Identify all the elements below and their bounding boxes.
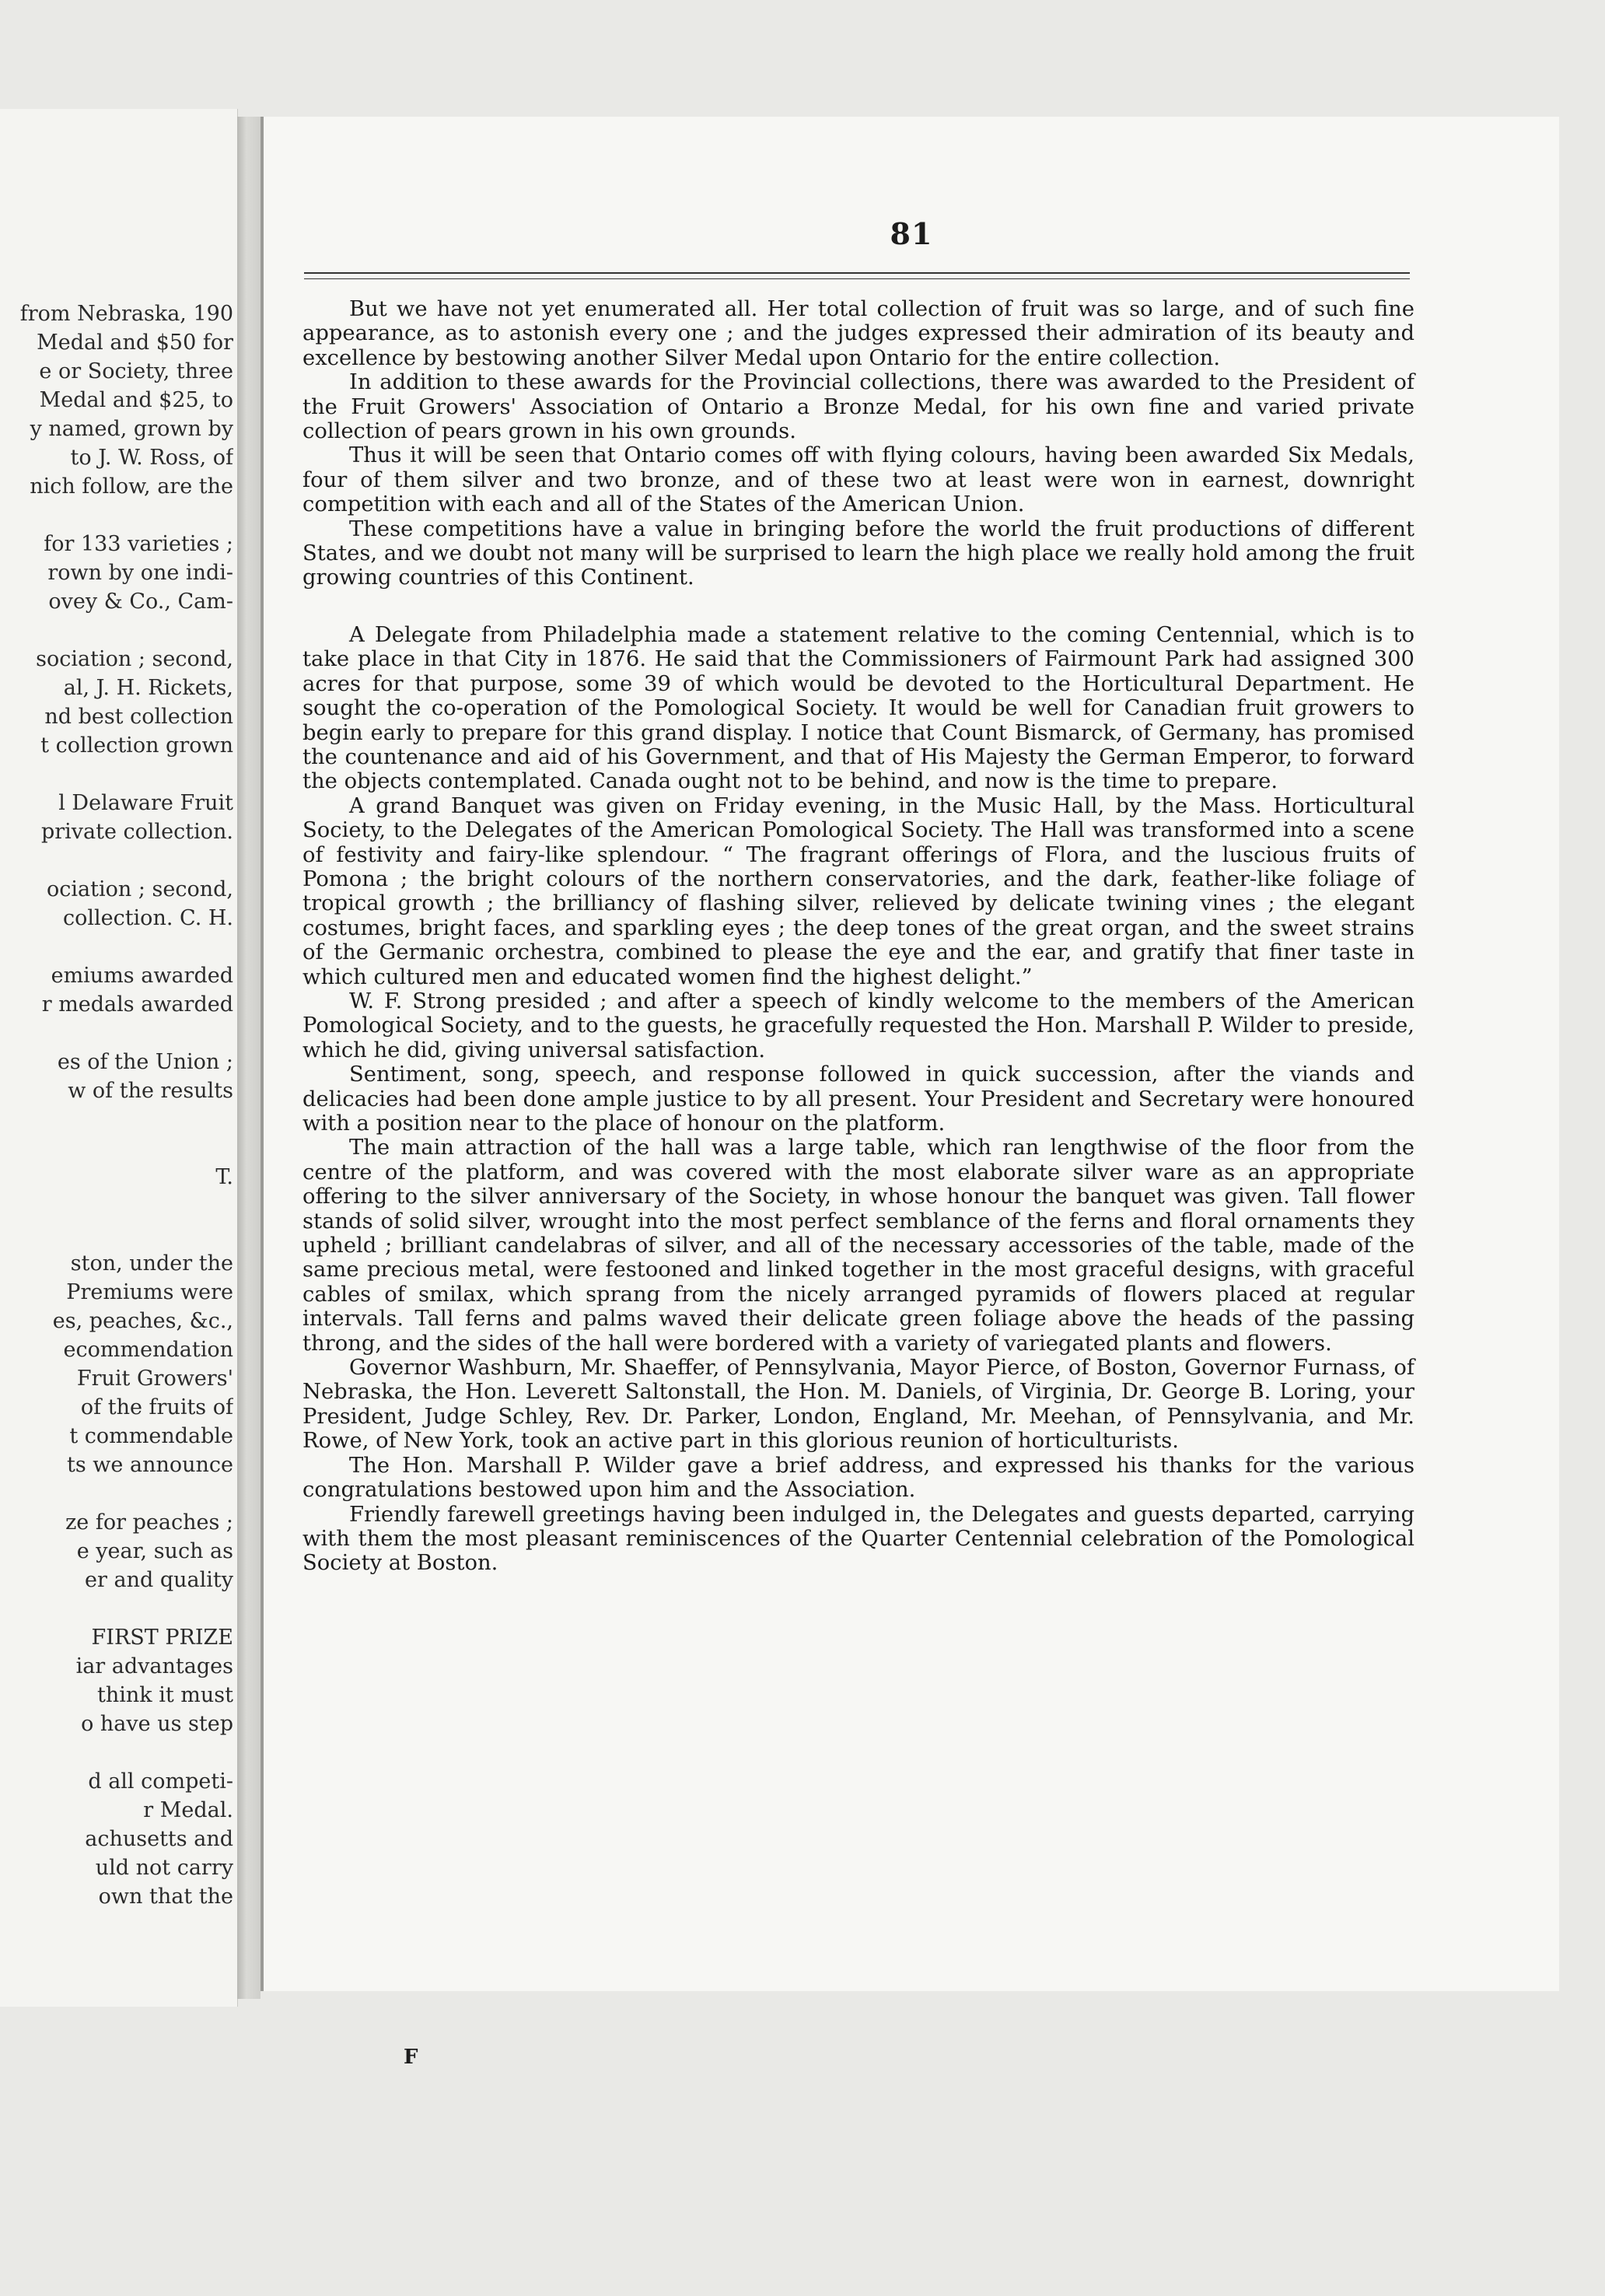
paragraph: Sentiment, song, speech, and response followed in quick succession, after the viands and delicacies had been done ample justice to by all present. Your President and Secretary were honoured with a position near to the place of honour on the platform. xyxy=(302,1062,1414,1136)
left-fragment-line: Premiums were xyxy=(66,1280,233,1304)
left-fragment-line: l Delaware Fruit xyxy=(58,791,233,815)
left-fragment-line: ts we announce xyxy=(67,1453,233,1477)
left-fragment-line: al, J. H. Rickets, xyxy=(63,676,233,700)
left-fragment-line: Medal and $25, to xyxy=(39,388,233,412)
left-fragment-line: ze for peaches ; xyxy=(65,1510,233,1535)
paragraph: W. F. Strong presided ; and after a speech of kindly welcome to the members of the American Pomological Society, and to the guests, he gracefully requested the Hon. Marshall P. Wilder to preside, which he did, giving universal satisfaction. xyxy=(302,989,1414,1062)
left-fragment-line: of the fruits of xyxy=(80,1395,233,1419)
right-page xyxy=(261,117,1559,2069)
left-fragment-line: for 133 varieties ; xyxy=(44,532,233,556)
left-fragment-line: r medals awarded xyxy=(41,992,233,1017)
left-fragment-line xyxy=(0,1220,233,1249)
left-fragment-line: collection. C. H. xyxy=(62,906,233,930)
paragraph: The Hon. Marshall P. Wilder gave a brief address, and expressed his thanks for the various congratulations bestowed upon him and the Association. xyxy=(302,1453,1414,1503)
left-fragment-line: to J. W. Ross, of xyxy=(70,446,233,470)
left-fragment-line xyxy=(0,1134,233,1163)
left-fragment-line xyxy=(0,1594,233,1623)
left-fragment-line: rown by one indi- xyxy=(47,561,233,585)
left-fragment-line: private collection. xyxy=(40,820,233,844)
left-fragment-line xyxy=(0,846,233,875)
left-fragment-line: ociation ; second, xyxy=(47,877,233,901)
paragraph: The main attraction of the hall was a large table, which ran lengthwise of the floor from the centre of the platform, and was covered with the most elaborate silver ware as an appropriate offering to the silver anniversary of the Society, in whose honour the banquet was given. Tall flower stands of solid silver, wrought into the most perfect semblance of the ferns and floral ornaments they upheld ; brilliant candelabras of silver, and all of the necessary accessories of the table, made of the same precious metal, were festooned and linked together in the most graceful designs, with graceful cables of smilax, which sprang from the nicely arranged pyramids of flowers placed at regular intervals. Tall ferns and palms waved their delicate green foliage above the heads of the passing throng, and the sides of the hall were bordered with a variety of variegated plants and flowers. xyxy=(302,1136,1414,1356)
left-fragment-line: ecommendation xyxy=(63,1338,233,1362)
paragraph: But we have not yet enumerated all. Her total collection of fruit was so large, and of such fine appearance, as to astonish every one ; and the judges expressed their admiration of its beauty and excellence by bestowing another Silver Medal upon Ontario for the entire collection. xyxy=(302,297,1414,370)
paragraph: Thus it will be seen that Ontario comes off with flying colours, having been awarded Six Medals, four of them silver and two bronze, and of these two at least were won in earnest, downright competition with each and all of the States of the American Union. xyxy=(302,443,1414,517)
left-fragment-line: sociation ; second, xyxy=(36,647,233,671)
body-text xyxy=(302,297,1414,1576)
paragraph: A grand Banquet was given on Friday evening, in the Music Hall, by the Mass. Horticultural Society, to the Delegates of the American Pomological Society. The Hall was transformed into a scene of festivity and fairy-like splendour. “ The fragrant offerings of Flora, and the luscious fruits of Pomona ; the bright colours of the northern conservatories, and the dark, feather-like foliage of tropical growth ; the brilliancy of flashing silver, relieved by delicate twining vines ; the elegant costumes, bright faces, and sparkling eyes ; the deep tones of the great organ, and the sweet strains of the Germanic orchestra, combined to please the eye and the ear, and gratify that finer taste in which cultured men and educated women find the highest delight.” xyxy=(302,793,1414,989)
left-fragment-line: er and quality xyxy=(85,1568,233,1592)
left-fragment-line xyxy=(0,760,233,789)
left-fragment-line: T. xyxy=(215,1165,233,1189)
left-fragment-line: achusetts and xyxy=(85,1827,233,1851)
left-fragment-line: ston, under the xyxy=(70,1251,233,1276)
left-fragment-line: nd best collection xyxy=(44,705,233,729)
left-fragment-line: t collection grown xyxy=(40,733,233,758)
left-page-text-column xyxy=(0,299,233,1911)
left-fragment-line: w of the results xyxy=(68,1079,233,1103)
paragraph: A Delegate from Philadelphia made a statement relative to the coming Centennial, which is to take place in that City in 1876. He said that the Commissioners of Fairmount Park had assigned 300 acres for that purpose, some 39 of which would be devoted to the Horticultural Department. He sought the co-operation of the Pomological Society. It would be well for Canadian fruit growers to begin early to prepare for this grand display. I notice that Count Bismarck, of Germany, has promised the countenance and aid of his Government, and that of His Majesty the German Emperor, to forward the objects contemplated. Canada ought not to be behind, and now is the time to prepare. xyxy=(302,622,1414,794)
left-fragment-line: r Medal. xyxy=(143,1798,233,1822)
left-fragment-line xyxy=(0,1019,233,1048)
left-fragment-line: own that the xyxy=(98,1885,233,1909)
left-fragment-line: uld not carry xyxy=(95,1856,233,1880)
paragraph: In addition to these awards for the Provincial collections, there was awarded to the President of the Fruit Growers' Association of Ontario a Bronze Medal, for his own fine and varied private collection of pears grown in his own grounds. xyxy=(302,370,1414,444)
header-rule xyxy=(304,272,1410,274)
left-fragment-line: ovey & Co., Cam- xyxy=(48,590,233,614)
left-fragment-line: t commendable xyxy=(69,1424,233,1448)
left-fragment-line xyxy=(0,616,233,645)
header-rule-thin xyxy=(304,278,1410,279)
left-fragment-line xyxy=(0,1738,233,1767)
left-fragment-line: think it must xyxy=(97,1683,233,1707)
left-page-fragment xyxy=(0,109,238,2007)
left-fragment-line: iar advantages xyxy=(75,1654,233,1678)
paragraph: These competitions have a value in bringing before the world the fruit productions of different States, and we doubt not many will be surprised to learn the high place we really hold among the fruit growing countries of this Continent. xyxy=(302,516,1414,590)
left-fragment-line: e or Society, three xyxy=(39,359,233,383)
left-fragment-line: Fruit Growers' xyxy=(76,1367,233,1391)
left-fragment-line: es of the Union ; xyxy=(57,1050,233,1074)
left-fragment-line xyxy=(0,1192,233,1220)
left-fragment-line: y named, grown by xyxy=(30,417,233,441)
paragraph: Governor Washburn, Mr. Shaeffer, of Pennsylvania, Mayor Pierce, of Boston, Governor Furnass, of Nebraska, the Hon. Leverett Saltonstall, the Hon. M. Daniels, of Virginia, Dr. George B. Loring, your President, Judge Schley, Rev. Dr. Parker, London, England, Mr. Meehan, of Pennsylvania, and Mr. Rowe, of New York, took an active part in this glorious reunion of horticulturists. xyxy=(302,1356,1414,1454)
left-fragment-line xyxy=(0,501,233,530)
left-fragment-line: FIRST PRIZE xyxy=(91,1626,233,1650)
left-fragment-line: emiums awarded xyxy=(51,964,233,988)
left-fragment-line xyxy=(0,933,233,961)
paragraph: Friendly farewell greetings having been indulged in, the Delegates and guests departed, carrying with them the most pleasant reminiscences of the Quarter Centennial celebration of the Pomological Society at Boston. xyxy=(302,1502,1414,1576)
left-fragment-line: o have us step xyxy=(81,1712,233,1736)
left-fragment-line xyxy=(0,1479,233,1508)
left-fragment-line: nich follow, are the xyxy=(30,474,233,499)
left-fragment-line: e year, such as xyxy=(76,1539,233,1563)
left-fragment-line: Medal and $50 for xyxy=(37,331,233,355)
left-fragment-line: from Nebraska, 190 xyxy=(19,302,233,326)
signature-mark: F xyxy=(404,2046,418,2069)
left-fragment-line: d all competi- xyxy=(88,1769,233,1794)
left-fragment-line: es, peaches, &c., xyxy=(52,1309,233,1333)
left-fragment-line xyxy=(0,1105,233,1134)
page-number: 81 xyxy=(890,216,933,251)
book-gutter xyxy=(237,117,261,1999)
